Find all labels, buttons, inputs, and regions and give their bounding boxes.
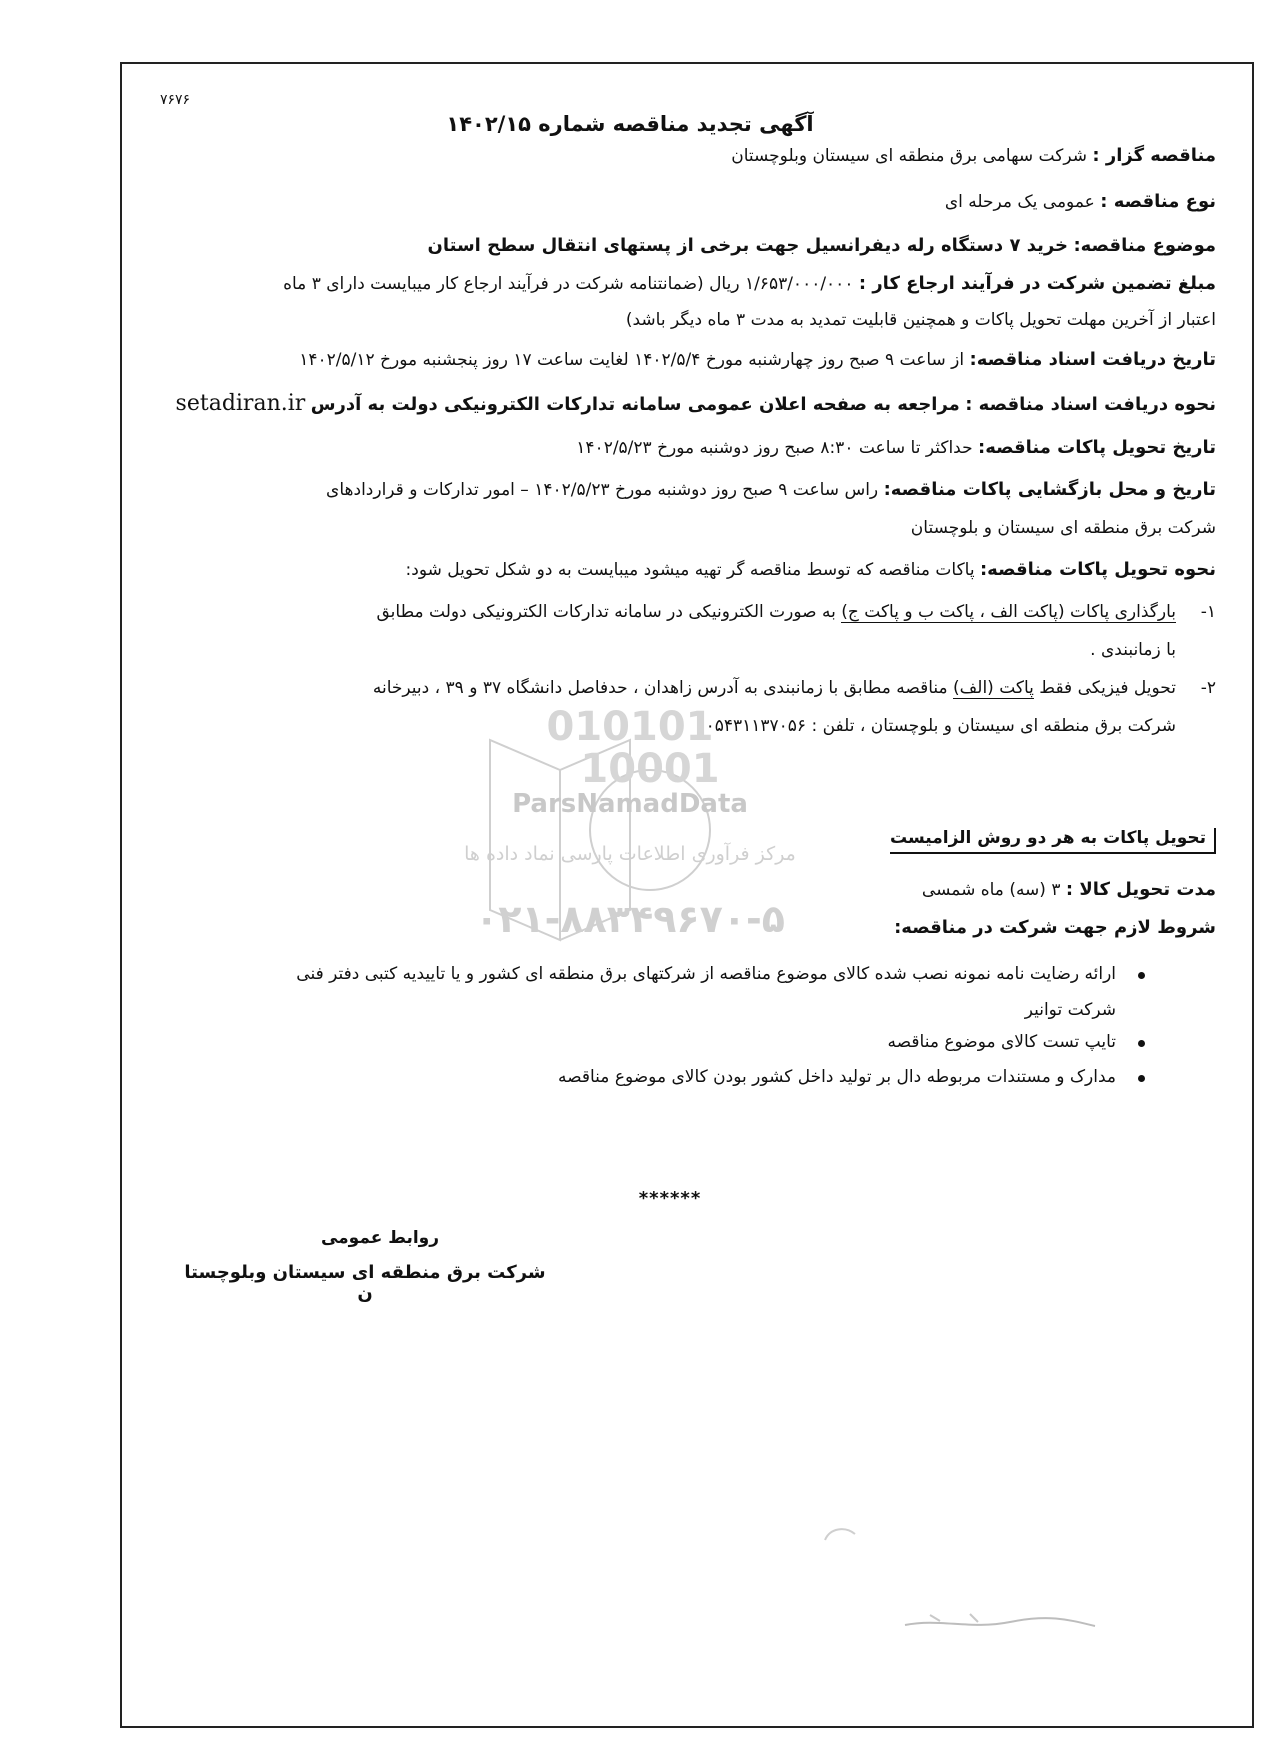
separator-stars: ******: [638, 1188, 702, 1209]
item-2-underlined: پاکت (الف): [953, 678, 1034, 698]
watermark-brand: ParsNamadData: [512, 789, 748, 819]
opening-label: تاریخ و محل بازگشایی پاکات مناقصه:: [883, 479, 1216, 500]
signature-title: روابط عمومی: [320, 1228, 440, 1248]
delivery-period-row: [922, 876, 1216, 904]
employer-row: [731, 142, 1216, 170]
watermark-subtitle: مرکز فرآوری اطلاعات پارسی نماد داده ها: [464, 843, 796, 865]
item-2-rest: مناقصه مطابق با زمانبندی به آدرس زاهدان ، حدفاصل دانشگاه ۳۷ و ۳۹ ، دبیرخانه: [372, 678, 954, 698]
handwritten-mark: [900, 1600, 1100, 1640]
guarantee-label: مبلغ تضمین شرکت در فرآیند ارجاع کار :: [858, 273, 1216, 294]
tender-type-label: نوع مناقصه :: [1100, 191, 1216, 212]
ink-spot: [820, 1520, 860, 1550]
bullet-icon: [1138, 1040, 1145, 1047]
opening-line-1: راس ساعت ۹ صبح روز دوشنبه مورخ ۱۴۰۲/۵/۲۳ – امور تدارکات و قراردادهای: [326, 480, 879, 500]
item-1-number: ۱-: [1200, 602, 1216, 622]
delivery-method-row: [406, 556, 1216, 584]
item-1-line-2: با زمانبندی .: [1090, 640, 1176, 660]
conditions-label-text: شروط لازم جهت شرکت در مناقصه:: [894, 917, 1216, 938]
delivery-period-value: ۳ (سه) ماه شمسی: [921, 880, 1061, 900]
bullet-icon: [1138, 1075, 1145, 1082]
guarantee-row: [283, 270, 1216, 298]
bullet-icon: [1138, 972, 1145, 979]
docs-method-row: [176, 390, 1216, 419]
item-1-text: [377, 598, 1177, 626]
watermark-binary-2: 10001: [580, 746, 720, 792]
delivery-period-label: مدت تحویل کالا :: [1065, 879, 1216, 900]
signature-company: شرکت برق منطقه ای سیستان وبلوچستا ن: [184, 1262, 546, 1304]
item-2-number: ۲-: [1200, 678, 1216, 698]
employer-value: شرکت سهامی برق منطقه ای سیستان وبلوچستان: [731, 146, 1087, 166]
docs-method-url: setadiran.ir: [175, 391, 306, 416]
delivery-date-value: حداکثر تا ساعت ۸:۳۰ صبح روز دوشنبه مورخ ۱۴۰۲/۵/۲۳: [576, 438, 973, 458]
condition-2: تایپ تست کالای موضوع مناقصه: [887, 1032, 1116, 1052]
condition-1-line-1: ارائه رضایت نامه نمونه نصب شده کالای موضوع مناقصه از شرکتهای برق منطقه ای کشور و یا تاییدیه کتبی دفتر فنی: [296, 964, 1116, 984]
reference-number: ۷۶۷۶: [160, 92, 191, 108]
item-1-rest: به صورت الکترونیکی در سامانه تدارکات الکترونیکی دولت مطابق: [376, 602, 842, 622]
delivery-method-value: پاکات مناقصه که توسط مناقصه گر تهیه میشود میبایست به دو شکل تحویل شود:: [405, 560, 975, 580]
item-2-line-2: شرکت برق منطقه ای سیستان و بلوچستان ، تلفن : ۰۵۴۳۱۱۳۷۰۵۶: [705, 716, 1176, 736]
condition-1-line-2: شرکت توانیر: [1024, 1000, 1116, 1020]
delivery-date-label: تاریخ تحویل پاکات مناقصه:: [978, 437, 1216, 458]
document-title: آگهی تجدید مناقصه شماره ۱۴۰۲/۱۵: [446, 112, 814, 136]
item-1-underlined: بارگذاری پاکات (پاکت الف ، پاکت ب و پاکت ج): [841, 602, 1176, 622]
docs-date-label: تاریخ دریافت اسناد مناقصه:: [969, 349, 1216, 370]
docs-date-row: [299, 346, 1216, 374]
subject-label: موضوع مناقصه:: [1073, 235, 1216, 256]
opening-line-2: شرکت برق منطقه ای سیستان و بلوچستان: [910, 518, 1216, 538]
guarantee-line-2: اعتبار از آخرین مهلت تحویل پاکات و همچنین قابلیت تمدید به مدت ۳ ماه دیگر باشد): [625, 310, 1216, 330]
docs-method-value: مراجعه به صفحه اعلان عمومی سامانه تدارکات الکترونیکی دولت به آدرس: [310, 394, 960, 415]
guarantee-line-1: ۱/۶۵۳/۰۰۰/۰۰۰ ریال (ضمانتنامه شرکت در فرآیند ارجاع کار میبایست دارای ۳ ماه: [283, 274, 854, 294]
employer-label: مناقصه گزار :: [1092, 145, 1216, 166]
subject-value: خرید ۷ دستگاه رله دیفرانسیل جهت برخی از پستهای انتقال سطح استان: [427, 235, 1069, 256]
item-2-plain: تحویل فیزیکی فقط: [1033, 678, 1176, 698]
subject-row: [427, 232, 1216, 260]
docs-date-value: از ساعت ۹ صبح روز چهارشنبه مورخ ۱۴۰۲/۵/۴ لغایت ساعت ۱۷ روز پنجشنبه مورخ ۱۴۰۲/۵/۱۲: [299, 350, 965, 370]
tender-type-value: عمومی یک مرحله ای: [944, 192, 1095, 212]
watermark-binary-1: 010101: [546, 704, 714, 750]
watermark-phone: ۰۲۱-۸۸۳۴۹۶۷۰-۵: [475, 897, 785, 941]
delivery-date-row: [576, 434, 1216, 462]
conditions-label: [894, 914, 1216, 942]
mandatory-note: تحویل پاکات به هر دو روش الزامیست: [890, 828, 1216, 854]
opening-row: [326, 476, 1216, 504]
docs-method-label: نحوه دریافت اسناد مناقصه :: [965, 394, 1216, 415]
condition-3: مدارک و مستندات مربوطه دال بر تولید داخل کشور بودن کالای موضوع مناقصه: [558, 1067, 1116, 1087]
delivery-method-label: نحوه تحویل پاکات مناقصه:: [979, 559, 1216, 580]
tender-type-row: [945, 188, 1216, 216]
item-2-text: [373, 674, 1176, 702]
